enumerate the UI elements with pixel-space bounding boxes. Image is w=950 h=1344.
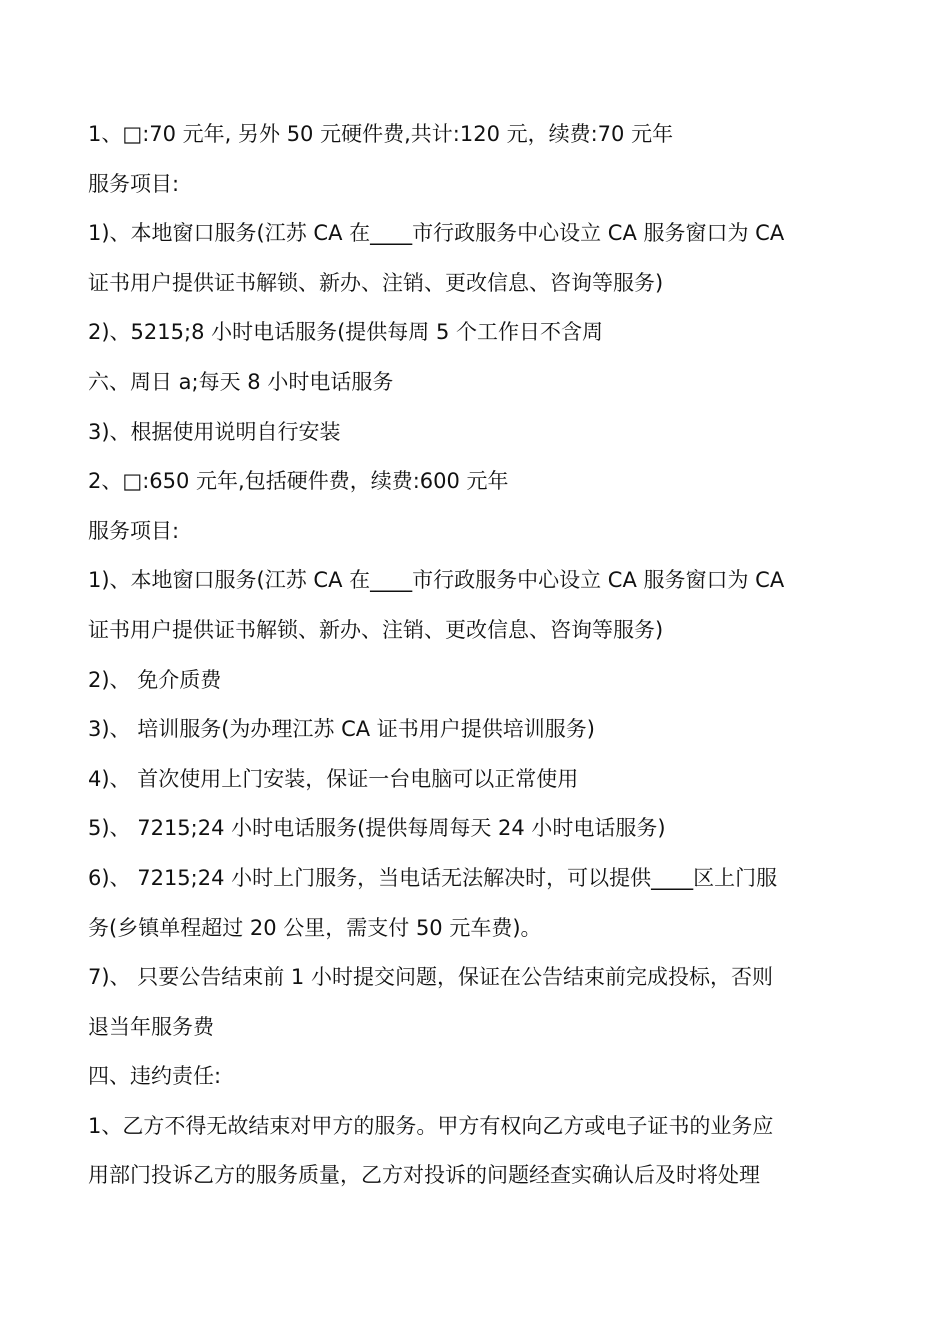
text-line: 4)、 首次使用上门安装，保证一台电脑可以正常使用 bbox=[88, 766, 579, 791]
section-heading: 服务项目: bbox=[88, 518, 180, 543]
text-line: 5)、 7215;24 小时电话服务(提供每周每天 24 小时电话服务) bbox=[88, 816, 666, 841]
text-line: 2、□:650 元年,包括硬件费，续费:600 元年 bbox=[88, 469, 509, 494]
text-line: 6)、 7215;24 小时上门服务，当电话无法解决时，可以提供____区上门服 bbox=[88, 865, 778, 890]
section-heading: 四、违约责任: bbox=[88, 1064, 222, 1089]
text-line: 证书用户提供证书解锁、新办、注销、更改信息、咨询等服务) bbox=[88, 617, 664, 642]
text-line: 3)、 培训服务(为办理江苏 CA 证书用户提供培训服务) bbox=[88, 717, 595, 742]
text-line: 1、乙方不得无故结束对甲方的服务。甲方有权向乙方或电子证书的业务应 bbox=[88, 1113, 774, 1138]
text-line: 7)、 只要公告结束前 1 小时提交问题，保证在公告结束前完成投标，否则 bbox=[88, 965, 773, 990]
text-line: 2)、5215;8 小时电话服务(提供每周 5 个工作日不含周 bbox=[88, 320, 604, 345]
text-line: 退当年服务费 bbox=[88, 1014, 214, 1039]
text-line: 证书用户提供证书解锁、新办、注销、更改信息、咨询等服务) bbox=[88, 270, 664, 295]
text-line: 1、□:70 元年, 另外 50 元硬件费,共计:120 元，续费:70 元年 bbox=[88, 122, 674, 146]
text-line: 2)、 免介质费 bbox=[88, 667, 222, 692]
text-line: 六、周日 a;每天 8 小时电话服务 bbox=[88, 369, 394, 394]
text-line: 1)、本地窗口服务(江苏 CA 在____市行政服务中心设立 CA 服务窗口为 CA bbox=[88, 221, 785, 246]
text-line: 3)、根据使用说明自行安装 bbox=[88, 419, 341, 444]
section-heading: 服务项目: bbox=[88, 171, 180, 196]
text-line: 用部门投诉乙方的服务质量，乙方对投诉的问题经查实确认后及时将处理 bbox=[88, 1163, 760, 1188]
text-line: 务(乡镇单程超过 20 公里，需支付 50 元车费)。 bbox=[88, 915, 542, 940]
text-line: 1)、本地窗口服务(江苏 CA 在____市行政服务中心设立 CA 服务窗口为 CA bbox=[88, 568, 785, 593]
document-body bbox=[88, 110, 868, 1201]
